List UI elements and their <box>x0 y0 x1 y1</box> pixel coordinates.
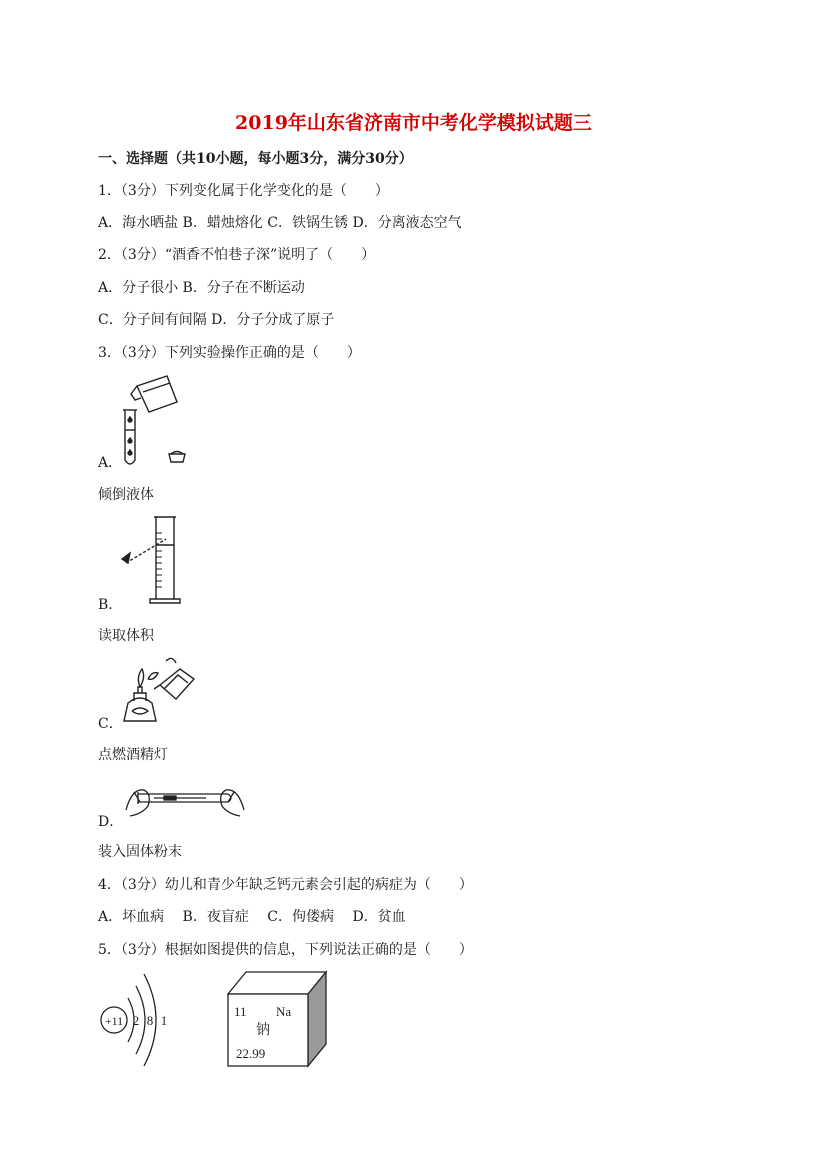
pouring-liquid-figure <box>115 372 195 470</box>
option-a-label: A． <box>98 455 123 471</box>
option-b-label: B． <box>98 597 123 613</box>
reading-volume-figure <box>118 513 188 609</box>
question-1-stem: 1．（3分）下列变化属于化学变化的是（ ） <box>98 183 389 199</box>
option-d-label: D． <box>98 814 124 830</box>
question-5-stem: 5．（3分）根据如图提供的信息，下列说法正确的是（ ） <box>98 942 473 958</box>
question-4-options: A．坏血病 B．夜盲症 C．佝偻病 D．贫血 <box>98 909 406 925</box>
periodic-table-cell <box>222 968 330 1072</box>
question-2-options-row2: C．分子间有间隔 D．分子分成了原子 <box>98 312 335 328</box>
option-b-caption: 读取体积 <box>98 628 154 644</box>
option-a-caption: 倾倒液体 <box>98 487 154 503</box>
atomic-number: 11 <box>234 1004 247 1019</box>
alcohol-lamp-figure <box>118 655 200 727</box>
option-d-caption: 装入固体粉末 <box>98 844 182 860</box>
nucleus-charge: +11 <box>104 1014 124 1028</box>
option-c-label: C． <box>98 716 123 732</box>
section-heading: 一、选择题（共10小题，每小题3分，满分30分） <box>98 151 413 167</box>
element-name: 钠 <box>256 1022 270 1038</box>
loading-powder-figure <box>124 780 246 820</box>
shell-electrons-2: 8 <box>146 1013 154 1028</box>
shell-electrons-1: 2 <box>132 1013 140 1028</box>
shell-electrons-3: 1 <box>160 1013 168 1028</box>
question-2-options-row1: A．分子很小 B．分子在不断运动 <box>98 280 305 296</box>
element-symbol: Na <box>276 1004 292 1019</box>
question-3-stem: 3．（3分）下列实验操作正确的是（ ） <box>98 345 361 361</box>
question-4-stem: 4．（3分）幼儿和青少年缺乏钙元素会引起的病症为（ ） <box>98 877 473 893</box>
option-c-caption: 点燃酒精灯 <box>98 747 168 763</box>
question-1-options: A．海水晒盐 B．蜡烛熔化 C．铁锅生锈 D．分离液态空气 <box>98 215 462 231</box>
atom-structure-diagram <box>98 968 170 1068</box>
page-title: 2019年山东省济南市中考化学模拟试题三 <box>235 112 592 134</box>
question-2-stem: 2．（3分）“酒香不怕巷子深”说明了（ ） <box>98 247 376 263</box>
atomic-mass: 22.99 <box>236 1046 266 1061</box>
